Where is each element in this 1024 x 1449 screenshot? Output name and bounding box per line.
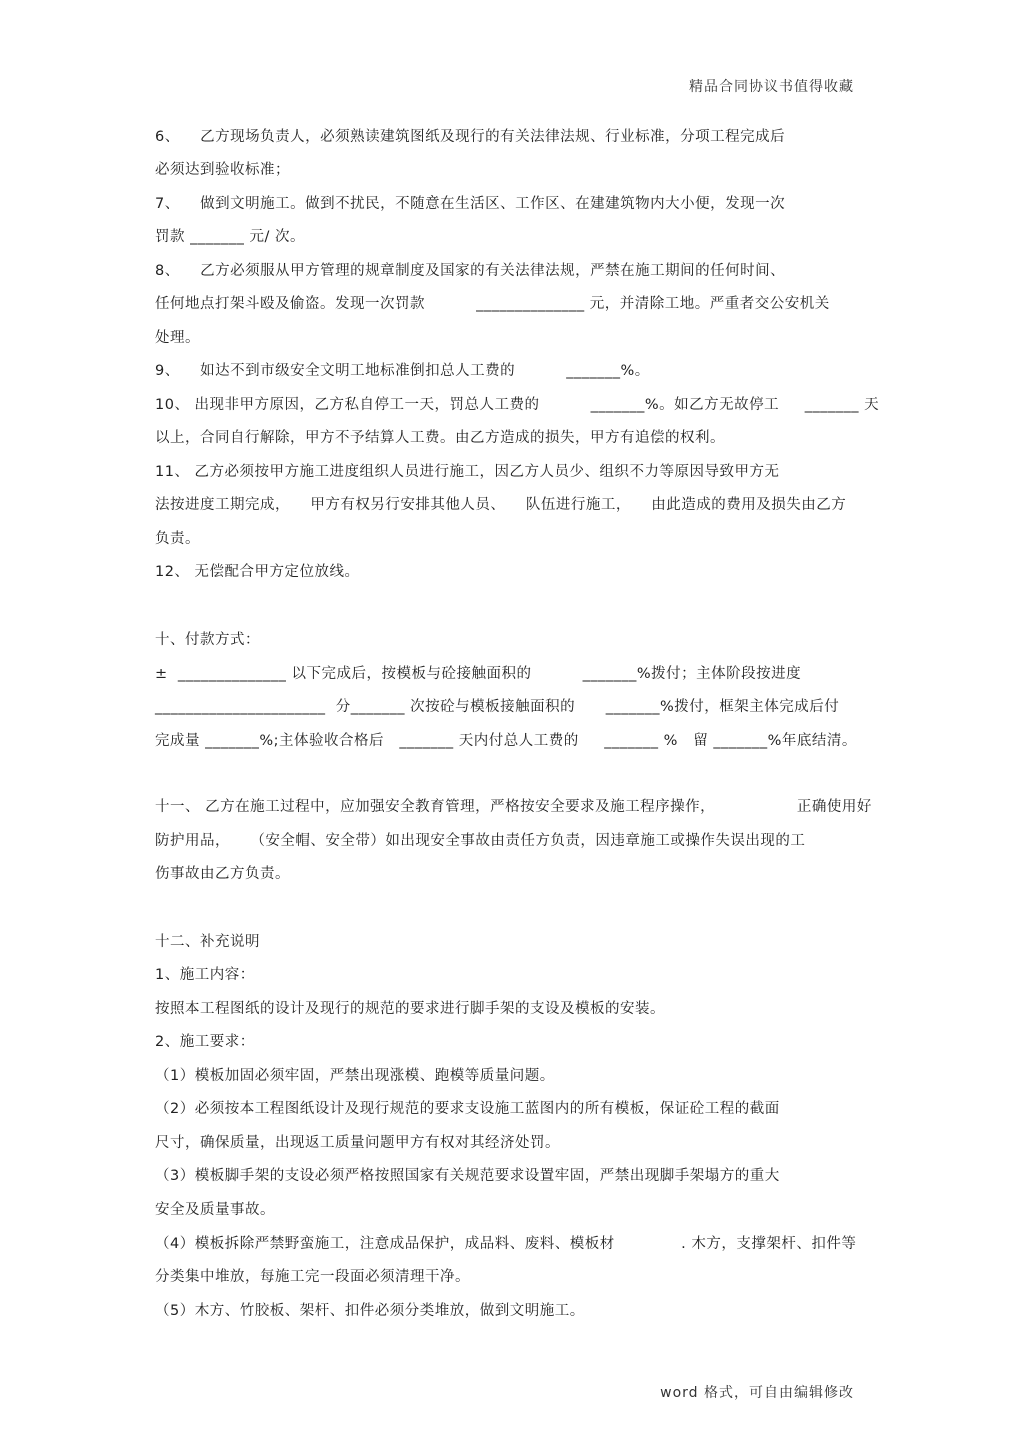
text-line: 任何地点打架斗殴及偷盗。发现一次罚款 ______________ 元，并清除工地。严重者交公安机关 [155, 296, 830, 312]
text-line: 必须达到验收标准； [155, 162, 290, 178]
text-line: 负责。 [155, 531, 200, 547]
footer-note: word 格式，可自由编辑修改 [660, 1385, 854, 1401]
header-note: 精品合同协议书值得收藏 [689, 79, 854, 95]
text-line: 11、 乙方必须按甲方施工进度组织人员进行施工，因乙方人员少、组织不力等原因导致甲方无 [155, 464, 780, 480]
text-line: ______________________ 分_______ 次按砼与模板接触面积的 _______%拨付，框架主体完成后付 [155, 699, 840, 715]
text-line: 完成量 _______%;主体验收合格后 _______ 天内付总人工费的 _______ % 留 _______%年底结清。 [155, 733, 857, 749]
text-line: 2、施工要求： [155, 1034, 255, 1050]
text-line: 安全及质量事故。 [155, 1202, 275, 1218]
text-line: 8、 乙方必须服从甲方管理的规章制度及国家的有关法律法规，严禁在施工期间的任何时间、 [155, 263, 786, 279]
text-line: （4）模板拆除严禁野蛮施工，注意成品保护，成品料、废料、模板材 . 木方，支撑架杆、扣件等 [155, 1236, 857, 1252]
text-line: 1、施工内容： [155, 967, 255, 983]
text-line: 10、 出现非甲方原因，乙方私自停工一天，罚总人工费的 _______%。如乙方无故停工 _______ 天 [155, 397, 880, 413]
text-line: （2）必须按本工程图纸设计及现行规范的要求支设施工蓝图内的所有模板，保证砼工程的截面 [155, 1101, 780, 1117]
text-line: （1）模板加固必须牢固，严禁出现涨模、跑模等质量问题。 [155, 1068, 555, 1084]
text-line: （5）木方、竹胶板、架杆、扣件必须分类堆放，做到文明施工。 [155, 1303, 585, 1319]
text-line: 处理。 [155, 330, 200, 346]
section-heading: 十一、 乙方在施工过程中，应加强安全教育管理，严格按安全要求及施工程序操作， 正确使用好 [155, 799, 872, 815]
text-line: 尺寸，确保质量，出现返工质量问题甲方有权对其经济处罚。 [155, 1135, 560, 1151]
text-line: 6、 乙方现场负责人，必须熟读建筑图纸及现行的有关法律法规、行业标准，分项工程完成后 [155, 129, 786, 145]
text-line: 伤事故由乙方负责。 [155, 866, 290, 882]
text-line: 防护用品， （安全帽、安全带）如出现安全事故由责任方负责，因违章施工或操作失误出现的工 [155, 833, 806, 849]
text-line: 按照本工程图纸的设计及现行的规范的要求进行脚手架的支设及模板的安装。 [155, 1001, 665, 1017]
text-line: （3）模板脚手架的支设必须严格按照国家有关规范要求设置牢固，严禁出现脚手架塌方的重大 [155, 1168, 780, 1184]
text-line: 12、 无偿配合甲方定位放线。 [155, 564, 360, 580]
text-line: ± ______________ 以下完成后，按模板与砼接触面积的 _______%拨付；主体阶段按进度 [155, 666, 802, 682]
text-line: 分类集中堆放，每施工完一段面必须清理干净。 [155, 1269, 470, 1285]
section-heading: 十、付款方式： [155, 632, 260, 648]
section-heading: 十二、补充说明 [155, 934, 260, 950]
text-line: 9、 如达不到市级安全文明工地标准倒扣总人工费的 _______%。 [155, 363, 650, 379]
text-line: 法按进度工期完成， 甲方有权另行安排其他人员、 队伍进行施工， 由此造成的费用及损失由乙方 [155, 497, 847, 513]
text-line: 以上，合同自行解除，甲方不予结算人工费。由乙方造成的损失，甲方有追偿的权利。 [155, 430, 725, 446]
text-line: 罚款 _______ 元/ 次。 [155, 229, 305, 245]
text-line: 7、 做到文明施工。做到不扰民，不随意在生活区、工作区、在建建筑物内大小便，发现一次 [155, 196, 786, 212]
